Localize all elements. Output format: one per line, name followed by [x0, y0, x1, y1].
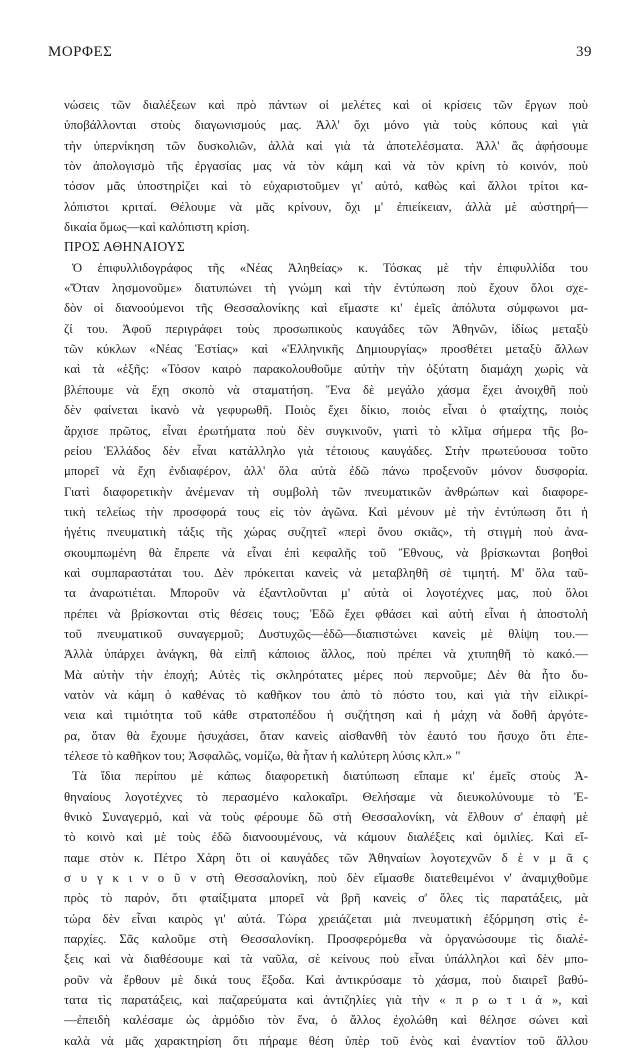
text-line: λόπιστοι κριταί. Θέλουμε νὰ μᾶς κρίνουν, ὄχι μ' ἐπιείκειαν, ἀλλὰ μὲ αὐστηρή— [64, 199, 588, 214]
text-line: νατὸν νὰ κάμη ὁ καθένας τὸ καθῆκον του ἀπὸ τὸ πόστο του, καὶ γιὰ τὴν εἰλικρί- [64, 687, 588, 702]
text-line: τόσον μᾶς ὑποστηρίζει καὶ τὸ εὐχαριστοῦμεν γι' αὐτό, καθὼς καὶ ἄλλοι τρίτοι κα- [64, 179, 588, 194]
text-line: τῶν κύκλων «Νέας Ἑστίας» καὶ «Ἑλληνικῆς Δημιουργίας» προσθέτει μεταξὺ ἄλλων [64, 342, 588, 357]
text-line: τὴν ὑπερνίκηση τῶν δυσκολιῶν, ἀλλὰ καὶ γιὰ τὰ ἀποτελέσματα. Ἀλλ' ἂς ἀφήσουμε [64, 138, 588, 153]
text-line: καὶ συμπαραστάται του. Δὲν πρόκειται κανεὶς νὰ μεταβληθῆ σὲ τιμητή. Μ' ὅλα ταῦ- [64, 565, 588, 580]
text-line: παρχίες. Σᾶς καλοῦμε στὴ Θεσσαλονίκη. Προσφερόμεθα νὰ ὀργανώσουμε τὶς διαλέ- [64, 932, 588, 947]
page-number: 39 [576, 44, 592, 60]
text-line: πρέπει νὰ βρίσκονται στὶς θέσεις τους; Ἐδῶ ἔχει φθάσει καὶ αὐτὴ εἶναι ἡ ἀποστολὴ [64, 606, 588, 621]
text-line: ρείου Ἑλλάδος δὲν εἶναι κατάλληλο γιὰ τέτοιους καυγάδες. Στὴν πρωτεύουσα τοῦτο [64, 443, 588, 458]
text-line: ζί του. Ἀφοῦ περιγράφει τοὺς προσωπικοὺς καυγάδες τῶν Ἀθηνῶν, ἰδίως μεταξὺ [64, 321, 588, 336]
text-line: δὸν οἱ διανοούμενοι τῆς Θεσσαλονίκης καὶ εἴμαστε κι' ἐμεῖς ἀπόλυτα σύμφωνοι μα- [64, 301, 588, 316]
text-line: «Ὅταν λησμονοῦμε» διατυπώνει τὴ γνώμη καὶ τὴν ἐντύπωση ποὺ ἔχουν ὅλοι σχε- [64, 281, 588, 296]
text-line: —ἐπειδὴ καλέσαμε ὡς ἁρμόδιο τὸν ἕνα, ὁ ἄλλος ἐχολώθη καὶ θέλησε σώνει καὶ [64, 1013, 588, 1028]
text-line: ξεις καὶ νὰ διαθέσουμε καὶ τὰ ναῦλα, σὲ κείνους ποὺ εἶναι ὑπάλληλοι καὶ δὲν μπο- [64, 952, 588, 967]
text-line: μπορεῖ νὰ ἔχη ἐνδιαφέρον, ἀλλ' ὅλα αὐτὰ ἐδῶ πάνω προξενοῦν μόνον δυσφορία. [64, 464, 588, 479]
text-line: τὸν ἀπολογισμὸ τῆς ἐργασίας μας νὰ τὸν κάμη καὶ νὰ τὸν κρίνη τὸ κοινόν, ποὺ [64, 159, 588, 174]
intro-paragraph [64, 95, 588, 237]
article-body [64, 95, 588, 1051]
text-line: Ἀλλὰ ὑπάρχει ἀνάγκη, θὰ εἰπῆ κάποιος ἄλλος, ποὺ πρέπει νὰ χτυπηθῆ τὸ κακό.— [64, 647, 588, 662]
text-line: τέλεσε τὸ καθῆκον του; Ἀσφαλῶς, νομίζω, θὰ ἦταν ἡ καλύτερη λύσις κλπ.» " [64, 749, 461, 763]
text-line: Γιατὶ διαφορετικὴν ἀνέμεναν τὴ συμβολὴ τῶν πνευματικῶν ἀνθρώπων καὶ διαφορε- [64, 484, 588, 499]
text-line: τοῦ πνευματικοῦ συναγερμοῦ; Δυστυχῶς—ἐδῶ—διαπιστώνει κανεὶς μὲ θλίψη του.— [64, 626, 588, 641]
text-line: τὸ κοινὸ καὶ μὲ τοὺς ἐδῶ διανοουμένους, νὰ κάμουν διαλέξεις καὶ ὁμιλίες. Καὶ εἴ- [64, 830, 588, 845]
text-line: τώρα δὲν εἶναι καιρὸς γι' αὐτά. Τώρα χρειάζεται μιὰ πνευματικὴ ἐξόρμηση στὶς ἐ- [64, 911, 588, 926]
text-line: νώσεις τῶν διαλέξεων καὶ πρὸ πάντων οἱ μελέτες καὶ οἱ κρίσεις τῶν ἔργων ποὺ [64, 98, 588, 112]
page-header [48, 44, 592, 61]
text-line: καλὰ νὰ μᾶς χαρακτηρίση ὅτι πήραμε θέση ὑπὲρ τοῦ ἑνὸς καὶ ἐναντίον τοῦ ἄλλου [64, 1033, 588, 1048]
text-line: καὶ τὰ «ἑξῆς: «Τόσον καιρὸ παρακολουθοῦμε αὐτὴν τὴν ὀξύτατη διαμάχη χωρὶς νὰ [64, 362, 588, 377]
section-heading: ΠΡΟΣ ΑΘΗΝΑΙΟΥΣ [64, 239, 186, 255]
text-line: ὑποβάλλονται στοὺς διαγωνισμούς μας. Ἀλλ' ὄχι μόνο γιὰ τοὺς κόπους καὶ γιὰ [64, 118, 588, 133]
text-line: θνικὸ Συναγερμό, καὶ νὰ τοὺς φέρουμε δῶ στὴ Θεσσαλονίκη, νὰ ἔλθουν σ' ἐπαφὴ μὲ [64, 810, 588, 825]
text-line: ρα, ὅταν θὰ ἔχουμε ἡσυχάσει, ὅταν κανεὶς αἰσθανθῆ τὸν ἑαυτό του ἥσυχο ὅτι ἐπε- [64, 728, 588, 743]
running-title: ΜΟΡΦΕΣ [48, 44, 113, 60]
quoted-paragraph [64, 258, 588, 767]
text-line: Μὰ αὐτὴν τὴν ἐποχή; Αὐτὲς τὶς σκληρότατες μέρες ποὺ περνοῦμε; Δὲν θὰ ἦτο δυ- [64, 667, 588, 682]
closing-paragraph [64, 766, 588, 1051]
text-line: Τὰ ἴδια περίπου μὲ κάπως διαφορετικὴ διατύπωση εἴπαμε κι' ἐμεῖς στοὺς Ἀ- [72, 769, 588, 784]
text-line: τα ἀναρωτιέται. Μποροῦν νὰ ἐξαντλοῦνται μ' αὐτὰ οἱ λογοτέχνες μας, ποὺ ὅλοι [64, 586, 588, 601]
text-line: ροῦν νὰ ἔρθουν μὲ δικά τους ἔξοδα. Καὶ ἀντικρύσαμε τὸ χάσμα, ποὺ διαιρεῖ βαθύ- [64, 972, 588, 987]
text-line: ἡγέτις πνευματικὴ τάξις τῆς χώρας συζητεῖ «περὶ ὄνου σκιᾶς», τὴ στιγμὴ ποὺ ἀνα- [64, 525, 588, 540]
text-line: σκουμπωμένη θὰ ἔπρεπε νὰ εἶναι ἐπὶ κεφαλῆς τοῦ Ἔθνους, νὰ βρίσκωνται βοηθοὶ [64, 545, 588, 560]
text-line: ἄρχισε πρῶτος, εἶναι ἐρωτήματα ποὺ δὲν συγκινοῦν, γιατὶ τὸ κλῖμα σήμερα τῆς βο- [64, 423, 588, 438]
text-line: δὲν φαίνεται ἱκανὸ νὰ γεφυρωθῆ. Ποιὸς ἔχει δίκιο, ποιὸς εἶναι ὁ φταίχτης, ποιὸς [64, 403, 588, 418]
text-line: νεια καὶ τιμιότητα τοῦ κάθε στρατοπέδου ἡ συζήτηση καὶ ἡ μάχη νὰ δοθῆ ἀργότε- [64, 708, 588, 723]
text-line: βλέπουμε νὰ ἔχη σκοπὸ νὰ σταματήση. Ἕνα δὲ μεγάλο χάσμα ἔχει ἀνοιχθῆ ποὺ [64, 382, 588, 397]
text-line: δικαία ὅμως—καὶ καλόπιστη κρίση. [64, 220, 250, 235]
text-line: σ υ γ κ ι ν ο ῦ ν στὴ Θεσσαλονίκη, ποὺ δὲν εἴμασθε διατεθειμένοι ν' ἀναμιχθοῦμε [64, 871, 588, 886]
text-line: θηναίους λογοτέχνες τὸ περασμένο καλοκαῖρι. Θελήσαμε νὰ διευκολύνουμε τὸ Ἐ- [64, 789, 588, 804]
text-line: Ὁ ἐπιφυλλιδογράφος τῆς «Νέας Ἀληθείας» κ. Τόσκας μὲ τὴν ἐπιφυλλίδα του [72, 260, 588, 275]
text-line: παμε στὸν κ. Πέτρο Χάρη ὅτι οἱ καυγάδες τῶν Ἀθηναίων λογοτεχνῶν δ ὲ ν μ ᾶ ς [64, 850, 588, 865]
text-line: τικὴ τελείως τὴν προσφορά τους εἰς τὸν ἀγῶνα. Καὶ μένουν μὲ τὴν ἐντύπωση ὅτι ἡ [64, 504, 588, 519]
text-line: τατα τὶς παρατάξεις, καὶ παζαρεύματα καὶ ἀντιζηλίες γιὰ τὴν « π ρ ω τ ι ά », καὶ [64, 993, 588, 1008]
text-line: πρὸς τὸ παρόν, ὅτι φταίξιματα μπορεῖ νὰ βρῆ κανεὶς σ' ὅλες τὶς παρατάξεις, μὰ [64, 891, 588, 906]
